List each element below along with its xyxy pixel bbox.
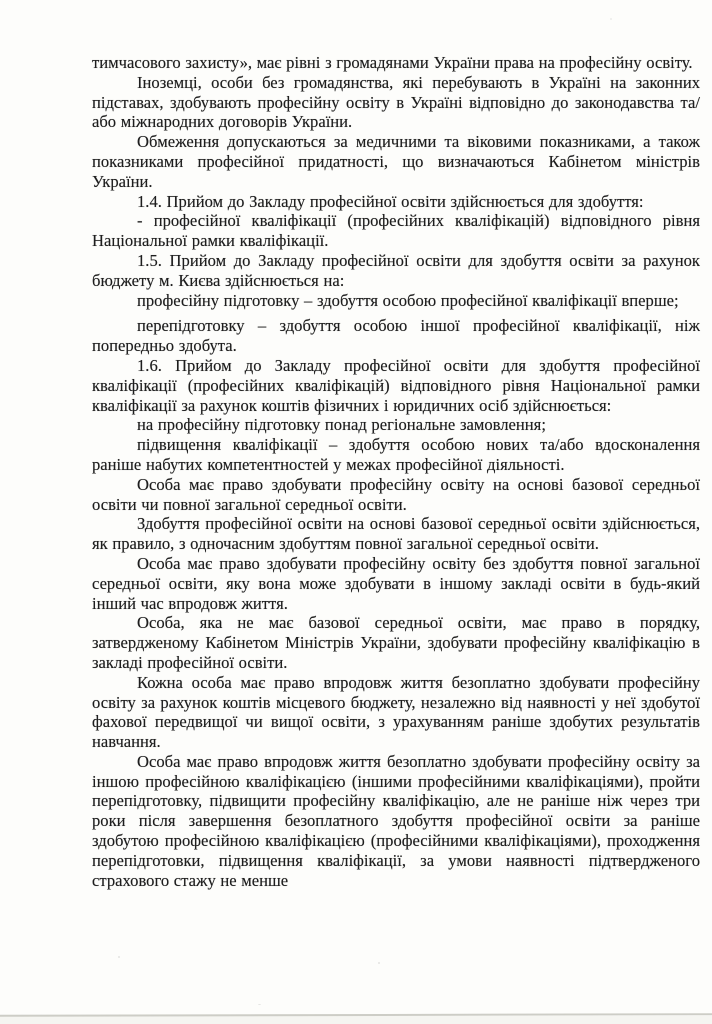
paragraph: тимчасового захисту», має рівні з громадянами України права на професійну освіту. <box>92 53 693 72</box>
paragraph: Обмеження допускаються за медичними та віковими показниками, а також показниками професійної придатності, що визначаються Кабінетом міністрів України. <box>92 132 700 191</box>
scan-speck <box>690 88 692 90</box>
paragraph: перепідготовку – здобуття особою іншої професійної кваліфікації, ніж попередньо здобута. <box>92 316 700 356</box>
paragraph: 1.4. Прийом до Закладу професійної освіти здійснюється для здобуття: <box>137 191 644 211</box>
paragraph: Особа має право здобувати професійну освіту на основі базової середньої освіти чи повної загальної середньої освіти. <box>92 474 700 514</box>
paragraph: професійну підготовку – здобуття особою професійної кваліфікації вперше; <box>137 290 679 310</box>
paragraph: Особа має право впродовж життя безоплатно здобувати професійну освіту за іншою професійною кваліфікацією (іншими професійними кваліфікаціями), пройти перепідготовку, підвищити професійну кваліфікацію, але не раніше ніж через три роки після завершення безоплатного здобуття професійної освіти за раніше здобутою професійною кваліфікацією (професійними кваліфікаціями), проходження перепідготовки, підвищення кваліфікації, за умови наявності підтвердженого страхового стажу не менше <box>92 751 700 890</box>
scan-speck <box>610 18 612 20</box>
paragraph: Особа має право здобувати професійну освіту без здобуття повної загальної середньої освіти, яку вона може здобувати в іншому закладі освіти в будь-який інший час впродовж життя. <box>92 553 700 613</box>
scan-speck <box>258 1004 261 1005</box>
paragraph: підвищення кваліфікації – здобуття особою нових та/або вдосконалення раніше набутих компетентностей у межах професійної діяльності. <box>92 435 700 474</box>
scan-speck <box>118 956 120 958</box>
document-text <box>92 53 700 890</box>
paragraph: Іноземці, особи без громадянства, які перебувають в Україні на законних підставах, здобувають професійну освіту в Україні відповідно до законодавства та/або міжнародних договорів України. <box>92 72 700 132</box>
paragraph: - професійної кваліфікації (професійних кваліфікацій) відповідного рівня Національної рамки кваліфікації. <box>92 211 700 251</box>
paragraph: 1.6. Прийом до Закладу професійної освіти для здобуття професійної кваліфікації (професійних кваліфікацій) відповідного рівня Національної рамки кваліфікації за рахунок коштів фізичних і юридичних осіб здійснюється: <box>92 355 700 415</box>
paragraph: Здобуття професійної освіти на основі базової середньої освіти здійснюється, як правило, з одночасним здобуттям повної загальної середньої освіти. <box>92 514 700 554</box>
scan-edge-shade <box>0 1016 712 1024</box>
paragraph: на професійну підготовку понад регіональне замовлення; <box>137 415 546 435</box>
paragraph: Особа, яка не має базової середньої освіти, має право в порядку, затвердженому Кабінетом Міністрів України, здобувати професійну кваліфікацію в закладі професійної освіти. <box>92 613 700 672</box>
scan-speck <box>378 962 380 964</box>
paragraph: Кожна особа має право впродовж життя безоплатно здобувати професійну освіту за рахунок коштів місцевого бюджету, незалежно від наявності у неї здобутої фахової передвищої чи вищої освіти, з урахуванням раніше здобутих результатів навчання. <box>92 672 700 752</box>
paragraph: 1.5. Прийом до Закладу професійної освіти для здобуття освіти за рахунок бюджету м. Києва здійснюється на: <box>92 250 700 290</box>
